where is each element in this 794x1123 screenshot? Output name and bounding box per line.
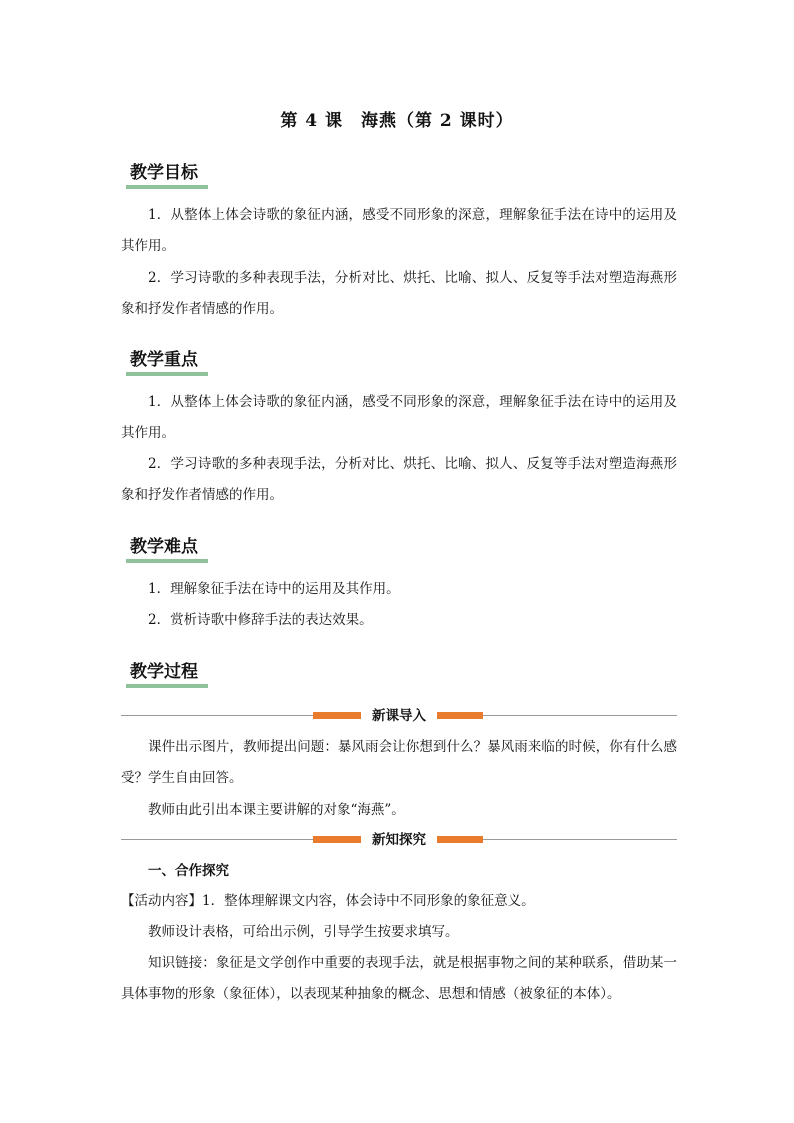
divider-intro <box>121 706 677 726</box>
heading-process: 教学过程 <box>130 660 204 684</box>
objectives-item-2: 2．学习诗歌的多种表现手法，分析对比、烘托、比喻、拟人、反复等手法对塑造海燕形象和抒发作者情感的作用。 <box>121 270 677 317</box>
divider-explore <box>121 830 677 850</box>
explore-activity: 【活动内容】1．整体理解课文内容，体会诗中不同形象的象征意义。 <box>121 893 535 909</box>
intro-paragraph-1: 课件出示图片，教师提出问题：暴风雨会让你想到什么？暴风雨来临的时候，你有什么感受？学生自由回答。 <box>121 739 677 786</box>
explore-paragraph-2: 教师设计表格，可给出示例，引导学生按要求填写。 <box>148 924 459 940</box>
divider-label: 新课导入 <box>361 706 437 726</box>
heading-underline <box>126 559 208 563</box>
heading-underline <box>126 684 208 688</box>
heading-underline <box>126 185 208 189</box>
explore-subheading: 一、合作探究 <box>148 863 229 879</box>
explore-paragraph-3: 知识链接：象征是文学创作中重要的表现手法，就是根据事物之间的某种联系，借助某一具体事物的形象（象征体），以表现某种抽象的概念、思想和情感（被象征的本体）。 <box>121 955 677 1002</box>
objectives-item-1: 1．从整体上体会诗歌的象征内涵，感受不同形象的深意，理解象征手法在诗中的运用及其作用。 <box>121 207 677 254</box>
page-title: 第 4 课 海燕（第 2 课时） <box>280 111 514 131</box>
key-points-item-1: 1．从整体上体会诗歌的象征内涵，感受不同形象的深意，理解象征手法在诗中的运用及其作用。 <box>121 394 677 441</box>
difficulties-item-1: 1．理解象征手法在诗中的运用及其作用。 <box>148 581 400 597</box>
heading-key-points: 教学重点 <box>130 348 204 372</box>
divider-label: 新知探究 <box>361 830 437 850</box>
key-points-item-2: 2．学习诗歌的多种表现手法，分析对比、烘托、比喻、拟人、反复等手法对塑造海燕形象和抒发作者情感的作用。 <box>121 456 677 503</box>
heading-objectives: 教学目标 <box>130 161 204 185</box>
difficulties-item-2: 2．赏析诗歌中修辞手法的表达效果。 <box>148 612 373 628</box>
intro-paragraph-2: 教师由此引出本课主要讲解的对象“海燕”。 <box>148 802 405 818</box>
heading-difficulties: 教学难点 <box>130 535 204 559</box>
heading-underline <box>126 372 208 376</box>
